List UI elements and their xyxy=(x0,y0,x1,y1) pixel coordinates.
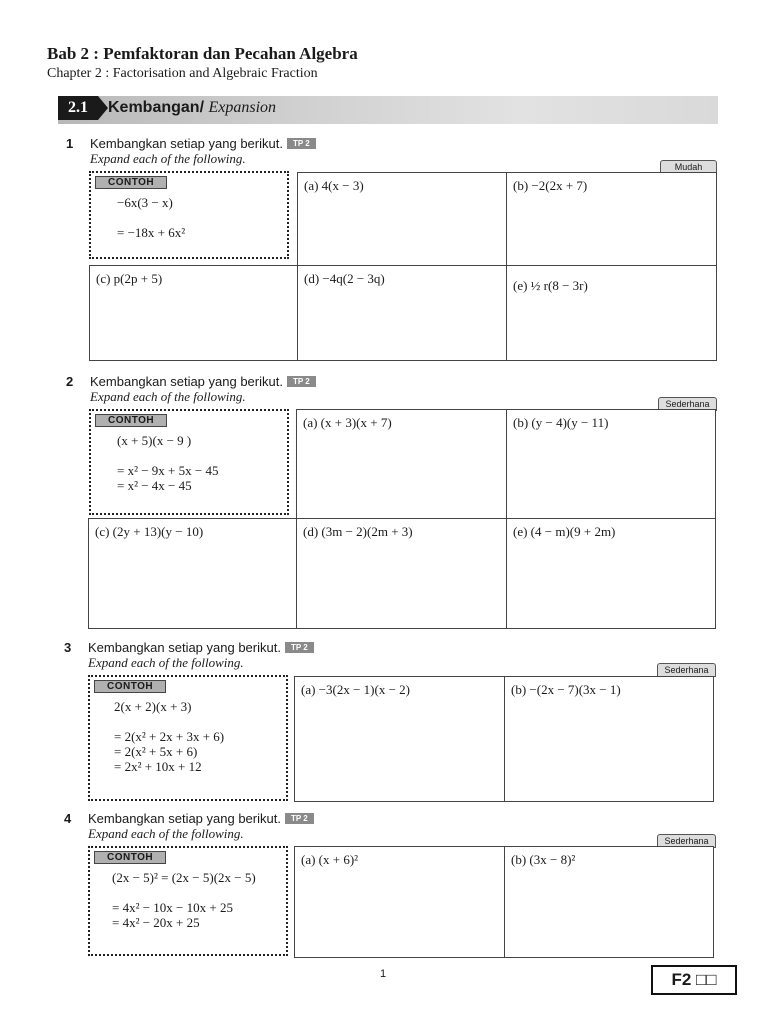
question-text-ms: Kembangkan setiap yang berikut. xyxy=(88,640,281,655)
part-label: (d) (3m − 2)(2m + 3) xyxy=(303,524,413,539)
question-text-ms: Kembangkan setiap yang berikut. xyxy=(90,374,283,389)
part-label: (c) (2y + 13)(y − 10) xyxy=(95,524,204,539)
difficulty-label: Mudah xyxy=(660,160,717,174)
example-line: = 2(x² + 2x + 3x + 6) xyxy=(114,729,225,744)
example-box xyxy=(89,409,289,515)
example-box xyxy=(88,846,288,956)
answer-cell-c[interactable] xyxy=(88,518,297,629)
question-text-en: Expand each of the following. xyxy=(88,826,244,841)
part-label: (b) −2(2x + 7) xyxy=(513,178,588,193)
question-text xyxy=(88,811,314,826)
example-line: = 4x² − 10x − 10x + 25 xyxy=(112,900,233,915)
answer-cell-a[interactable] xyxy=(294,846,505,958)
question-number: 1 xyxy=(66,136,74,151)
question-text-en: Expand each of the following. xyxy=(88,655,244,670)
page-number: 1 xyxy=(380,968,387,980)
part-label: (a) (x + 6)² xyxy=(301,852,359,867)
example-line: = x² − 9x + 5x − 45 xyxy=(117,463,219,478)
question-text-en: Expand each of the following. xyxy=(90,151,246,166)
example-line: = 2(x² + 5x + 6) xyxy=(114,744,198,759)
example-box xyxy=(89,171,289,259)
answer-cell-b[interactable] xyxy=(504,676,714,802)
example-line: (2x − 5)² = (2x − 5)(2x − 5) xyxy=(112,870,256,885)
difficulty-label: Sederhana xyxy=(657,663,716,677)
answer-cell-b[interactable] xyxy=(506,409,716,519)
section-title xyxy=(108,99,276,117)
question-number: 3 xyxy=(64,640,72,655)
part-label: (b) (y − 4)(y − 11) xyxy=(513,415,609,430)
question-text xyxy=(88,640,314,655)
example-label: CONTOH xyxy=(94,680,166,693)
example-label: CONTOH xyxy=(95,414,167,427)
question-text xyxy=(90,374,316,389)
question-text-ms: Kembangkan setiap yang berikut. xyxy=(88,811,281,826)
example-label: CONTOH xyxy=(94,851,166,864)
example-line: −6x(3 − x) xyxy=(117,195,173,210)
answer-cell-d[interactable] xyxy=(296,518,507,629)
question-number: 2 xyxy=(66,374,74,389)
section-banner xyxy=(58,96,718,124)
example-box xyxy=(88,675,288,801)
example-line: = 2x² + 10x + 12 xyxy=(114,759,202,774)
answer-cell-e[interactable] xyxy=(506,518,716,629)
section-number: 2.1 xyxy=(58,96,98,120)
part-label: (a) 4(x − 3) xyxy=(304,178,364,193)
answer-cell-b[interactable] xyxy=(504,846,714,958)
part-label: (e) ½ r(8 − 3r) xyxy=(513,278,588,293)
section-title-en: Expansion xyxy=(208,99,277,116)
part-label: (e) (4 − m)(9 + 2m) xyxy=(513,524,616,539)
page-subtitle: Chapter 2 : Factorisation and Algebraic Fraction xyxy=(47,66,318,81)
section-title-ms: Kembangan/ xyxy=(108,99,205,116)
question-text-en: Expand each of the following. xyxy=(90,389,246,404)
difficulty-label: Sederhana xyxy=(657,834,716,848)
answer-cell-a[interactable] xyxy=(294,676,505,802)
answer-cell-d[interactable] xyxy=(297,265,507,361)
tp-badge: TP 2 xyxy=(287,376,316,387)
answer-cell-b[interactable] xyxy=(506,172,717,268)
part-label: (a) −3(2x − 1)(x − 2) xyxy=(301,682,410,697)
part-label: (b) (3x − 8)² xyxy=(511,852,576,867)
example-line: = 4x² − 20x + 25 xyxy=(112,915,200,930)
form-badge: F2 □□ xyxy=(651,965,737,995)
tp-badge: TP 2 xyxy=(285,642,314,653)
example-line: 2(x + 2)(x + 3) xyxy=(114,699,192,714)
example-line: = −18x + 6x² xyxy=(117,225,186,240)
answer-cell-e[interactable] xyxy=(506,265,717,361)
part-label: (b) −(2x − 7)(3x − 1) xyxy=(511,682,621,697)
question-number: 4 xyxy=(64,811,72,826)
example-line: (x + 5)(x − 9 ) xyxy=(117,433,192,448)
question-text-ms: Kembangkan setiap yang berikut. xyxy=(90,136,283,151)
tp-badge: TP 2 xyxy=(287,138,316,149)
tp-badge: TP 2 xyxy=(285,813,314,824)
example-label: CONTOH xyxy=(95,176,167,189)
difficulty-label: Sederhana xyxy=(658,397,717,411)
question-text xyxy=(90,136,316,151)
part-label: (a) (x + 3)(x + 7) xyxy=(303,415,392,430)
answer-cell-a[interactable] xyxy=(297,172,507,268)
answer-cell-c[interactable] xyxy=(89,265,298,361)
answer-cell-a[interactable] xyxy=(296,409,507,519)
page-title: Bab 2 : Pemfaktoran dan Pecahan Algebra xyxy=(47,44,358,63)
part-label: (d) −4q(2 − 3q) xyxy=(304,271,385,286)
example-line: = x² − 4x − 45 xyxy=(117,478,192,493)
part-label: (c) p(2p + 5) xyxy=(96,271,163,286)
